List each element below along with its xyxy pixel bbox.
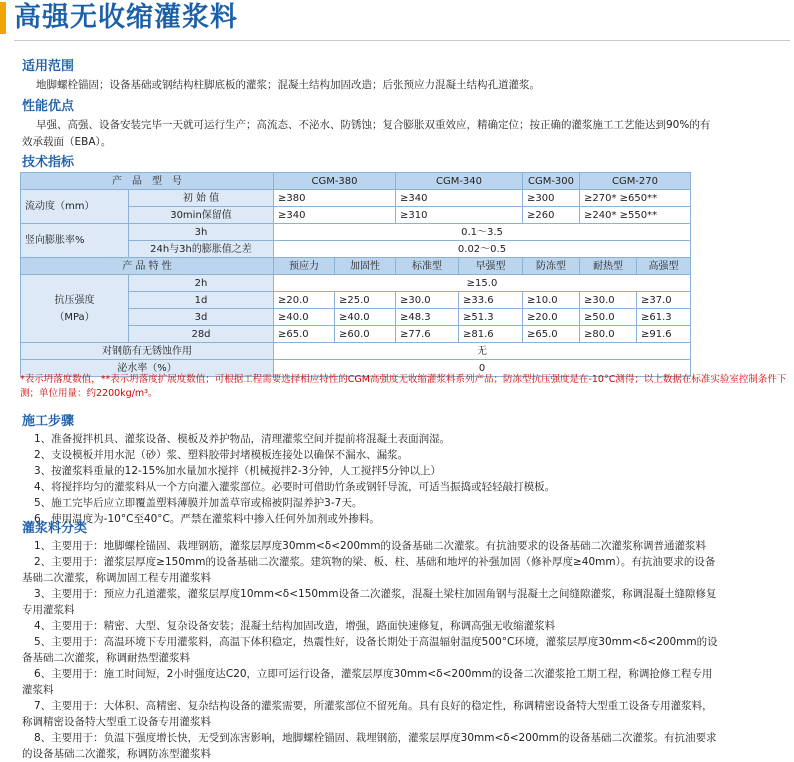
table-cell: 初 始 值 (129, 190, 274, 207)
list-item: 2、支设模板并用水泥（砂）浆、塑料胶带封堵模板连接处以确保不漏水、漏浆。 (34, 449, 409, 461)
table-cell: ≥60.0 (335, 326, 396, 343)
table-cell: ≥30.0 (396, 292, 459, 309)
table-header-cell: CGM-270 (580, 173, 691, 190)
list-item: 8、主要用于：负温下强度增长快，无受到冻害影响，地脚螺栓锚固、栽埋钢筋，灌浆层厚度30mm<δ<200mm的设备基础二次灌浆。有抗油要求的设备基础二次灌浆，称调防冻型灌浆料 (22, 732, 717, 760)
table-cell: 0.02～0.5 (274, 241, 691, 258)
table-cell: 0.1～3.5 (274, 224, 691, 241)
list-item: 7、主要用于：大体积、高精密、复杂结构设备的灌浆需要，所灌浆部位不留死角。具有良好的稳定性，称调精密设备特大型重工设备专用灌浆料，称调精密设备特大型重工设备专用灌浆料 (22, 700, 713, 728)
section-heading-spec: 技术指标 (22, 155, 75, 170)
table-cell: 1d (129, 292, 274, 309)
table-cell: 0 (274, 360, 691, 377)
table-cell: 泌水率（%） (21, 360, 274, 377)
list-item: 4、主要用于：精密、大型、复杂设备安装；混凝土结构加固改造，增强，路面快速修复，称调高强无收缩灌浆料 (34, 620, 556, 632)
table-cell: 对钢筋有无锈蚀作用 (21, 343, 274, 360)
compressive-unit: （MPa） (54, 311, 95, 323)
table-row (21, 343, 691, 360)
table-cell: ≥30.0 (580, 292, 637, 309)
kinds-list (22, 538, 718, 762)
section-heading-kinds: 灌浆料分类 (22, 521, 88, 536)
table-row (21, 173, 691, 190)
table-header-cell: CGM-380 (274, 173, 396, 190)
table-cell: ≥340 (274, 207, 396, 224)
list-item: 6、主要用于：施工时间短，2小时强度达C20，立即可运行设备，灌浆层厚度30mm<δ<200mm的设备二次灌浆抢工期工程，称调抢修工程专用灌浆料 (22, 668, 713, 696)
table-row (21, 190, 691, 207)
table-header-cell: 耐热型 (580, 258, 637, 275)
table-cell: 28d (129, 326, 274, 343)
table-cell: 竖向膨胀率% (21, 224, 129, 258)
compressive-label: 抗压强度 (54, 294, 95, 306)
table-cell: ≥300 (523, 190, 580, 207)
table-cell: ≥20.0 (523, 309, 580, 326)
table-cell: ≥48.3 (396, 309, 459, 326)
table-header-cell: 产 品 型 号 (21, 173, 274, 190)
table-cell: ≥51.3 (459, 309, 523, 326)
section-heading-performance: 性能优点 (22, 99, 75, 114)
table-cell: ≥25.0 (335, 292, 396, 309)
table-cell (21, 275, 129, 343)
table-cell: ≥310 (396, 207, 523, 224)
table-row (21, 258, 691, 275)
list-item: 1、准备搅拌机具、灌浆设备、模板及养护物品，清理灌浆空间并提前将混凝土表面润湿。 (34, 433, 451, 445)
list-item: 3、主要用于：预应力孔道灌浆，灌浆层厚度10mm<δ<150mm设备二次灌浆，混凝土梁柱加固角钢与混凝土之间缝隙灌浆，称调混凝土缝隙修复专用灌浆料 (22, 588, 717, 616)
table-cell: 24h与3h的膨胀值之差 (129, 241, 274, 258)
table-header-cell: CGM-300 (523, 173, 580, 190)
table-cell: ≥81.6 (459, 326, 523, 343)
table-cell: 30min保留值 (129, 207, 274, 224)
table-header-cell: 高强型 (637, 258, 691, 275)
table-cell: 无 (274, 343, 691, 360)
section-heading-scope: 适用范围 (22, 59, 75, 74)
table-cell: ≥260 (523, 207, 580, 224)
table-row (21, 275, 691, 292)
table-cell: 3d (129, 309, 274, 326)
table-cell: ≥80.0 (580, 326, 637, 343)
table-header-cell: 防冻型 (523, 258, 580, 275)
list-item: 5、施工完毕后应立即覆盖塑料薄膜并加盖草帘或棉被阴湿养护3-7天。 (34, 497, 363, 509)
table-header-cell: 早强型 (459, 258, 523, 275)
list-item: 1、主要用于：地脚螺栓锚固、栽埋钢筋，灌浆层厚度30mm<δ<200mm的设备基础二次灌浆。有抗油要求的设备基础二次灌浆称调普通灌浆料 (34, 540, 707, 552)
table-cell: ≥15.0 (274, 275, 691, 292)
title-accent-bar (0, 2, 6, 34)
table-cell: 3h (129, 224, 274, 241)
spec-table (20, 172, 691, 377)
list-item: 2、主要用于：灌浆层厚度≥150mm的设备基础二次灌浆。建筑物的梁、板、柱、基础和地坪的补强加固（修补厚度≥40mm）。有抗油要求的设备基础二次灌浆，称调加固工程专用灌浆料 (22, 556, 716, 584)
table-row (21, 224, 691, 241)
table-cell: ≥65.0 (523, 326, 580, 343)
table-header-cell: CGM-340 (396, 173, 523, 190)
table-cell: ≥37.0 (637, 292, 691, 309)
table-cell: ≥40.0 (274, 309, 335, 326)
table-cell: ≥270* ≥650** (580, 190, 691, 207)
table-cell: ≥10.0 (523, 292, 580, 309)
table-cell: ≥65.0 (274, 326, 335, 343)
table-cell: ≥20.0 (274, 292, 335, 309)
spec-footnote: *表示坍落度数值，**表示坍落度扩展度数值；可根据工程需要选择相应特性的CGM高强度无收缩灌浆料系列产品；防冻型抗压强度是在-10°C测得；以上数据在标准实验室控制条件下测；单位用量：约2200kg/m³。 (20, 374, 787, 399)
table-cell: ≥61.3 (637, 309, 691, 326)
table-cell: ≥340 (396, 190, 523, 207)
table-header-cell: 加固性 (335, 258, 396, 275)
table-cell: ≥77.6 (396, 326, 459, 343)
section-heading-steps: 施工步骤 (22, 414, 75, 429)
page-title: 高强无收缩灌浆料 (14, 2, 238, 33)
table-cell: 流动度（mm） (21, 190, 129, 224)
list-item: 5、主要用于：高温环境下专用灌浆料，高温下体积稳定，热震性好，设备长期处于高温辐射温度500°C环境，灌浆层厚度30mm<δ<200mm的设备基础二次灌浆，称调耐热型灌浆料 (22, 636, 718, 664)
table-cell: ≥91.6 (637, 326, 691, 343)
table-cell: ≥33.6 (459, 292, 523, 309)
list-item: 6、使用温度为-10°C至40°C。严禁在灌浆料中掺入任何外加剂或外掺料。 (34, 513, 380, 525)
table-cell: ≥50.0 (580, 309, 637, 326)
scope-text: 地脚螺栓锚固；设备基础或钢结构柱脚底板的灌浆；混凝土结构加固改造；后张预应力混凝土结构孔道灌浆。 (36, 79, 540, 91)
table-header-cell: 标准型 (396, 258, 459, 275)
steps-list (34, 431, 786, 527)
title-divider (14, 40, 790, 41)
list-item: 3、按灌浆料重量的12-15%加水量加水搅拌（机械搅拌2-3分钟，人工搅拌5分钟以上） (34, 465, 441, 477)
table-cell: ≥40.0 (335, 309, 396, 326)
table-cell: 2h (129, 275, 274, 292)
table-cell: ≥380 (274, 190, 396, 207)
performance-text: 早强、高强、设备安装完毕一天就可运行生产；高流态、不泌水、防锈蚀；复合膨胀双重效应，精确定位；按正确的灌浆施工工艺能达到90%的有效承载面（EBA）。 (22, 119, 711, 148)
list-item: 4、将搅拌均匀的灌浆料从一个方向灌入灌浆部位。必要时可借助竹条或钢钎导流，可适当振捣或轻轻敲打模板。 (34, 481, 556, 493)
table-header-cell: 预应力 (274, 258, 335, 275)
table-header-cell: 产 品 特 性 (21, 258, 274, 275)
table-cell: ≥240* ≥550** (580, 207, 691, 224)
